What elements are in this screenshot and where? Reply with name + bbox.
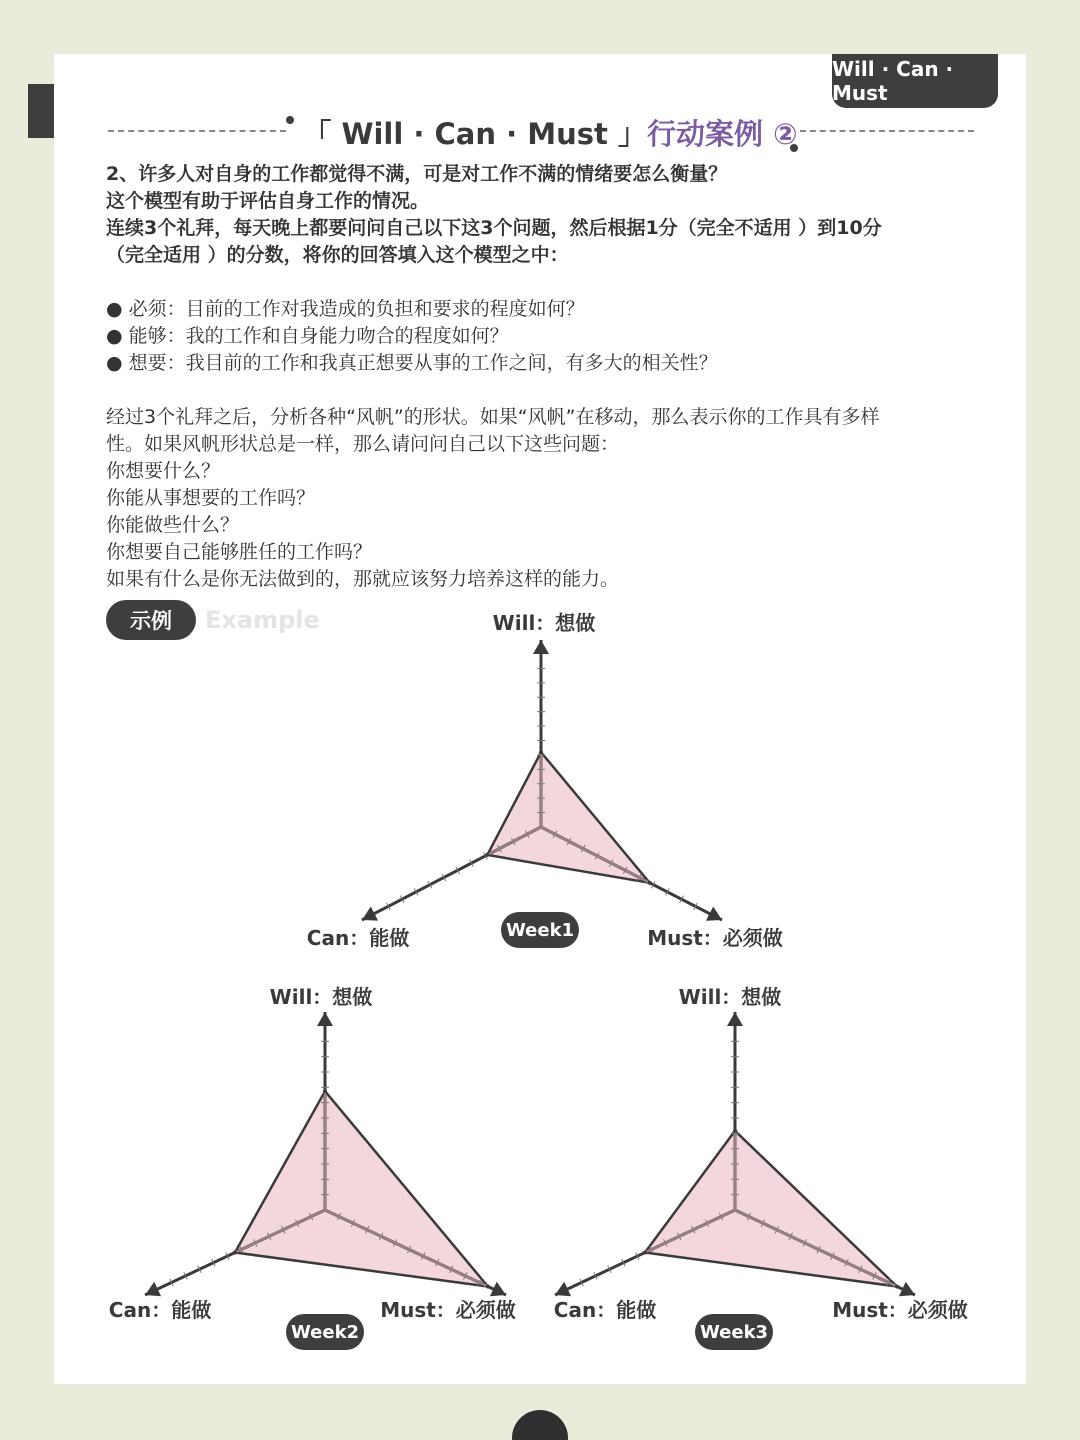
radar-point-will — [323, 1089, 327, 1093]
radar-point-must — [648, 881, 652, 885]
page-title-sub: 行动案例 ② — [646, 117, 798, 151]
radar-point-will — [733, 1129, 737, 1133]
radar-point-must — [895, 1285, 899, 1289]
radar-shape-week2 — [235, 1091, 488, 1286]
analysis-line: 你想要自己能够胜任的工作吗？ — [106, 541, 373, 563]
page-title-main: 「 Will · Can · Must 」 — [302, 117, 647, 151]
axis-label-can: Can：能做 — [108, 1298, 212, 1322]
intro-line: 2、许多人对自身的工作都觉得不满，可是对工作不满的情绪要怎么衡量？ — [106, 163, 728, 185]
radar-week3-will-arrowhead — [727, 1012, 743, 1026]
radar-shape-week3 — [645, 1131, 897, 1287]
week-label: Week3 — [699, 1322, 769, 1343]
axis-label-must: Must：必须做 — [647, 926, 783, 950]
radar-week1-will-arrowhead — [533, 640, 549, 654]
analysis-line: 经过3个礼拜之后，分析各种“风帆”的形状。如果“风帆”在移动，那么表示你的工作具有多样 — [106, 406, 880, 428]
intro-line: 这个模型有助于评估自身工作的情况。 — [106, 190, 430, 212]
question-item: ● 必须：目前的工作对我造成的负担和要求的程度如何？ — [106, 298, 585, 320]
radar-week2-will-arrowhead — [317, 1012, 333, 1026]
radar-point-can — [233, 1251, 237, 1255]
question-item: ● 想要：我目前的工作和我真正想要从事的工作之间，有多大的相关性？ — [106, 352, 718, 374]
radar-shape-week1 — [487, 752, 649, 883]
week-label: Week1 — [505, 920, 575, 941]
question-item: ● 能够：我的工作和自身能力吻合的程度如何？ — [106, 325, 509, 347]
analysis-line: 如果有什么是你无法做到的，那就应该努力培养这样的能力。 — [106, 568, 620, 590]
radar-point-will — [539, 750, 543, 754]
week-label: Week2 — [290, 1322, 360, 1343]
axis-label-can: Can：能做 — [306, 926, 410, 950]
axis-label-must: Must：必须做 — [832, 1298, 968, 1322]
axis-label-will: Will：想做 — [678, 985, 782, 1009]
intro-line: （完全适用 ）的分数，将你的回答填入这个模型之中： — [106, 244, 569, 266]
radar-point-must — [486, 1285, 490, 1289]
topic-badge: Will · Can · Must — [832, 54, 998, 108]
analysis-line: 你能从事想要的工作吗？ — [106, 487, 316, 509]
analysis-line: 你想要什么？ — [106, 460, 221, 482]
radar-point-can — [485, 853, 489, 857]
radar-point-can — [643, 1251, 647, 1255]
intro-line: 连续3个礼拜，每天晚上都要问问自己以下这3个问题，然后根据1分（完全不适用 ）到10分 — [106, 217, 882, 239]
analysis-line: 性。如果风帆形状总是一样，那么请问问自己以下这些问题： — [106, 433, 620, 455]
axis-label-can: Can：能做 — [553, 1298, 657, 1322]
example-label-en: Example — [205, 606, 320, 634]
example-label: 示例 — [106, 600, 196, 640]
axis-label-must: Must：必须做 — [380, 1298, 516, 1322]
analysis-line: 你能做些什么？ — [106, 514, 240, 536]
axis-label-will: Will：想做 — [269, 985, 373, 1009]
axis-label-will: Will：想做 — [492, 611, 596, 635]
